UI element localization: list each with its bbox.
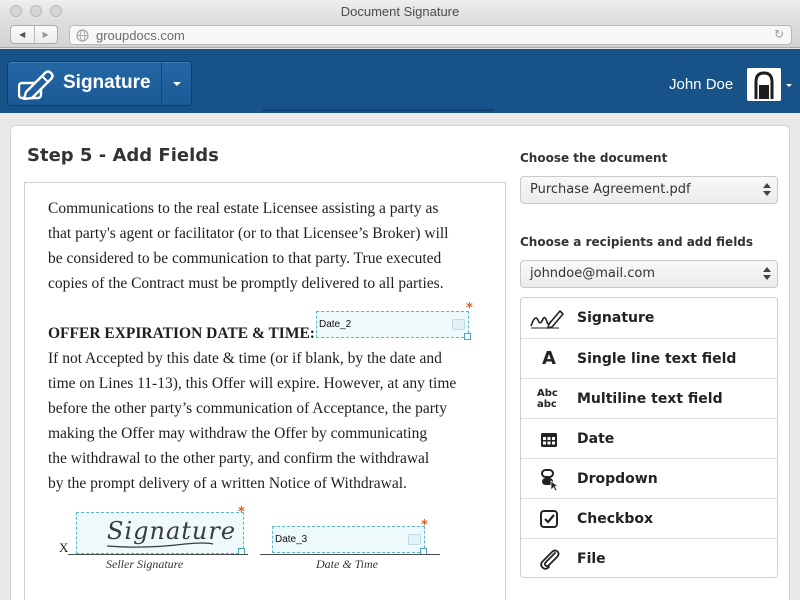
url-text: groupdocs.com [96, 28, 185, 43]
page-title: Step 5 - Add Fields [27, 145, 219, 166]
address-bar[interactable] [69, 25, 792, 45]
signature-flourish-icon [105, 541, 215, 549]
brand-divider [161, 62, 162, 105]
required-asterisk: * [421, 518, 428, 533]
seller-signature-line [68, 554, 248, 555]
paperclip-icon [537, 547, 561, 571]
forward-button[interactable] [34, 26, 58, 43]
document-select-label: Choose the document [520, 151, 668, 165]
field-name-label: Date_2 [319, 319, 352, 330]
field-type-label: Checkbox [577, 511, 654, 527]
browser-toolbar [0, 22, 800, 48]
abc-top: Abc [537, 388, 558, 399]
back-button[interactable] [11, 26, 34, 43]
field-type-date[interactable] [521, 418, 777, 458]
field-type-signature[interactable] [521, 298, 777, 338]
recipient-select-label: Choose a recipients and add fields [520, 235, 754, 249]
updown-arrows-icon [763, 183, 771, 197]
resize-handle[interactable] [464, 333, 471, 340]
field-name-label: Date_3 [275, 534, 308, 545]
abc-bottom: abc [537, 399, 557, 410]
chevron-left-icon: ◀ [19, 30, 26, 39]
signature-pen-icon [529, 306, 565, 330]
doc-line: before the other party’s communication of Acceptance, the party [48, 400, 447, 417]
document-select-value: Purchase Agreement.pdf [530, 182, 691, 197]
offer-expiration-title: OFFER EXPIRATION DATE & TIME: [48, 325, 315, 342]
field-type-multiline-text[interactable] [521, 378, 777, 418]
calendar-icon [537, 427, 561, 451]
date-field-date-2[interactable] [316, 311, 469, 338]
signature-logo-icon [18, 68, 58, 100]
date-time-line [260, 554, 440, 555]
doc-line: making the Offer may withdraw the Offer by communicating [48, 425, 428, 442]
signature-field[interactable] [76, 512, 244, 554]
header-active-indicator [262, 109, 494, 111]
field-type-label: Dropdown [577, 471, 658, 487]
date-field-date-3[interactable] [272, 526, 425, 553]
field-type-label: Signature [577, 310, 655, 326]
dropdown-icon [537, 467, 561, 491]
doc-line: that party's agent or facilitator (or to that Licensee’s Broker) will [48, 225, 449, 242]
globe-icon [76, 29, 89, 42]
avatar[interactable] [747, 68, 781, 101]
field-type-file[interactable] [521, 538, 777, 578]
chevron-down-icon[interactable] [173, 82, 181, 86]
user-icon [747, 68, 781, 101]
field-type-single-line-text[interactable] [521, 338, 777, 378]
calendar-icon [408, 534, 421, 545]
letter-a-icon: A [542, 348, 556, 369]
doc-line: the withdrawal to the other party, and confirm the withdrawal [48, 450, 430, 467]
window-titlebar [0, 0, 800, 22]
recipient-select[interactable] [520, 260, 778, 288]
user-menu-caret-icon[interactable] [786, 84, 792, 87]
app-menu-button[interactable] [7, 61, 192, 106]
app-name: Signature [63, 72, 151, 93]
nav-buttons [10, 25, 58, 44]
field-type-label: File [577, 551, 606, 567]
recipient-select-value: johndoe@mail.com [530, 266, 655, 281]
field-type-label: Single line text field [577, 351, 737, 367]
doc-line: time on Lines 11-13), this Offer will expire. However, at any time [48, 375, 457, 392]
document-select[interactable] [520, 176, 778, 204]
required-asterisk: * [466, 301, 473, 316]
doc-line: be considered to be communication to that party. True executed [48, 250, 442, 267]
chevron-right-icon: ▶ [42, 30, 49, 39]
updown-arrows-icon [763, 267, 771, 281]
checkbox-icon [537, 507, 561, 531]
seller-signature-caption: Seller Signature [106, 557, 184, 571]
doc-line: Communications to the real estate Licensee assisting a party as [48, 200, 439, 217]
signature-placeholder: Signature [107, 517, 237, 545]
date-time-caption: Date & Time [316, 557, 378, 571]
field-type-checkbox[interactable] [521, 498, 777, 538]
calendar-icon [452, 319, 465, 330]
user-name[interactable]: John Doe [669, 76, 734, 93]
doc-line: If not Accepted by this date & time (or if blank, by the date and [48, 350, 442, 367]
window-title: Document Signature [340, 4, 460, 19]
signature-x-mark: X [59, 540, 69, 555]
field-type-list [520, 297, 778, 578]
field-type-label: Date [577, 431, 615, 447]
doc-line: by the prompt delivery of a written Notice of Withdrawal. [48, 475, 407, 492]
field-type-label: Multiline text field [577, 391, 723, 407]
reload-icon[interactable]: ↻ [773, 27, 784, 41]
field-type-dropdown[interactable] [521, 458, 777, 498]
doc-line: copies of the Contract must be promptly delivered to all parties. [48, 275, 444, 292]
abc-multiline-icon [537, 388, 561, 412]
required-asterisk: * [238, 505, 245, 520]
